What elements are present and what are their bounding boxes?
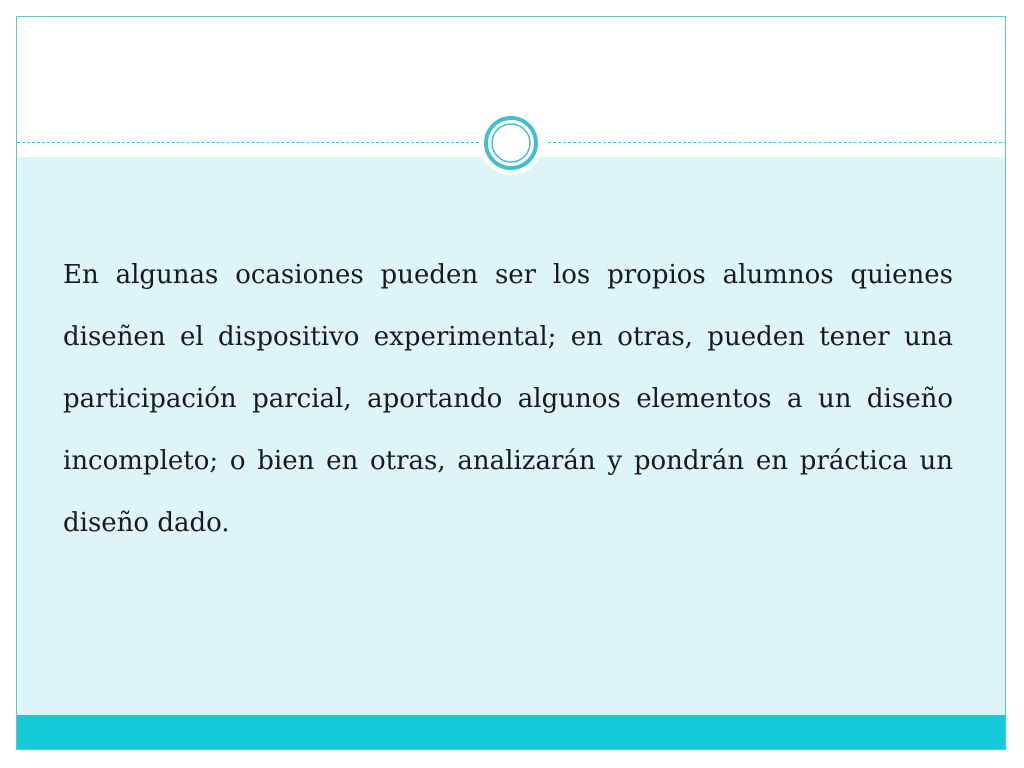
slide-body-text: En algunas ocasiones pueden ser los propios alumnos quienes diseñen el dispositivo experimental; en otras, pueden tener una participación parcial, aportando algunos elementos a un diseño incompleto; o bien en otras, analizarán y pondrán en práctica un diseño dado. bbox=[63, 260, 953, 538]
header-divider-right bbox=[548, 142, 1006, 143]
circle-ring-icon bbox=[477, 109, 545, 177]
header-divider-left bbox=[17, 142, 479, 143]
footer-band bbox=[17, 715, 1005, 749]
